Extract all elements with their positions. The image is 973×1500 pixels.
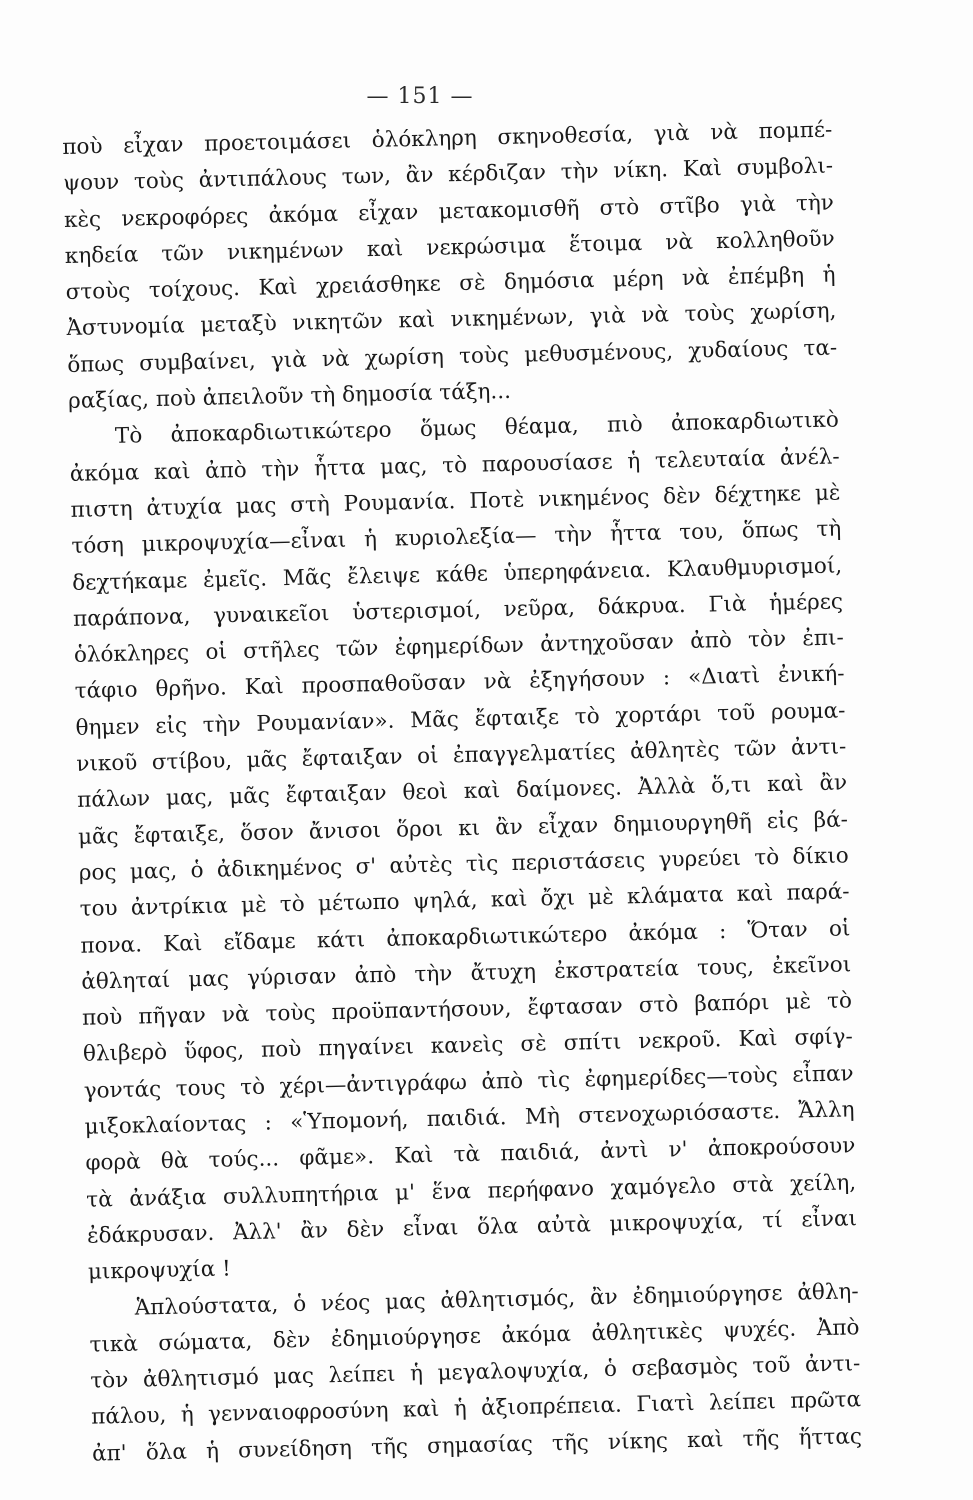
text-line: ποὺ εἶχαν προετοιμάσει ὁλόκληρη σκηνοθεσία, γιὰ νὰ πομπέ- <box>62 117 833 160</box>
text-line: πιστη ἀτυχία μας στὴ Ρουμανία. Ποτὲ νικημένος δὲν δέχτηκε μὲ <box>70 480 841 523</box>
text-line: ραξίας, ποὺ ἀπειλοῦν τὴ δημοσία τάξη... <box>67 378 512 415</box>
text-line: τὰ ἀνάξια συλλυπητήρια μ' ἕνα περήφανο χαμόγελο στὰ χείλη, <box>85 1169 857 1213</box>
text-line: θημεν εἰς τὴν Ρουμανίαν». Μᾶς ἔφταιξε τὸ χορτάρι τοῦ ρουμα- <box>75 698 846 741</box>
text-line: ἀκόμα καὶ ἀπὸ τὴν ἧττα μας, τὸ παρουσίασε ἡ τελευταία ἀνέλ- <box>69 444 840 487</box>
text-line: ρος μας, ὁ ἀδικημένος σ' αὐτὲς τὶς περιστάσεις γυρεύει τὸ δίκιο <box>78 843 849 886</box>
text-line: Ἁπλούστατα, ὁ νέος μας ἀθλητισμός, ἂν ἐδημιούργησε ἀθλη- <box>134 1278 859 1321</box>
text-line: θλιβερὸ ὕφος, ποὺ πηγαίνει κανεὶς σὲ σπίτι νεκροῦ. Καὶ σφίγ- <box>82 1024 854 1068</box>
text-line: κὲς νεκροφόρες ἀκόμα εἶχαν μετακομισθῆ στὸ στῖβο γιὰ τὴν <box>63 190 835 233</box>
text-line: κηδεία τῶν νικημένων καὶ νεκρώσιμα ἕτοιμα νὰ κολληθοῦν <box>64 226 835 269</box>
text-line: πονα. Καὶ εἴδαμε κάτι ἀποκαρδιωτικώτερο ἀκόμα : Ὅταν οἱ <box>80 915 851 959</box>
text-line: ὅπως συμβαίνει, γιὰ νὰ χωρίση τοὺς μεθυσμένους, χυδαίους τα- <box>67 335 838 378</box>
body-text <box>62 113 862 1473</box>
text-line: γοντάς τους τὸ χέρι—ἀντιγράφω ἀπὸ τὶς ἐφημερίδες—τοὺς εἶπαν <box>83 1061 854 1104</box>
text-line: ἀπ' ὅλα ἡ συνείδηση τῆς σημασίας τῆς νίκης καὶ τῆς ἥττας <box>91 1423 863 1467</box>
text-line: ψουν τοὺς ἀντιπάλους των, ἂν κέρδιζαν τὴν νίκη. Καὶ συμβολι- <box>62 153 834 197</box>
text-line: ἀθληταί μας γύρισαν ἀπὸ τὴν ἄτυχη ἐκστρατεία τους, ἐκεῖνοι <box>81 952 852 995</box>
text-line: μᾶς ἔφταιξε, ὅσον ἄνισοι ὅροι κι ἂν εἶχαν δημιουργηθῆ εἰς βά- <box>77 806 849 850</box>
text-line: τόση μικροψυχία—εἶναι ἡ κυριολεξία— τὴν ἧττα του, ὅπως τὴ <box>71 516 842 560</box>
text-line: τικὰ σώματα, δὲν ἐδημιούργησε ἀκόμα ἀθλητικὲς ψυχές. Ἀπὸ <box>89 1315 860 1358</box>
text-line: τὸν ἀθλητισμό μας λείπει ἡ μεγαλοψυχία, ὁ σεβασμὸς τοῦ ἀντι- <box>90 1351 861 1394</box>
text-line: παράπονα, γυναικεῖοι ὑστερισμοί, νεῦρα, δάκρυα. Γιὰ ἡμέρες <box>72 589 844 632</box>
text-line: Τὸ ἀποκαρδιωτικώτερο ὅμως θέαμα, πιὸ ἀποκαρδιωτικὸ <box>114 407 840 450</box>
text-line: πάλων μας, μᾶς ἔφταιξαν θεοὶ καὶ δαίμονες. Ἀλλὰ ὅ,τι καὶ ἂν <box>76 770 848 814</box>
page-number: — 151 — <box>366 84 474 109</box>
text-line: ποὺ πῆγαν νὰ τοὺς προϋπαντήσουν, ἔφτασαν στὸ βαπόρι μὲ τὸ <box>81 988 853 1031</box>
text-line: δεχτήκαμε ἐμεῖς. Μᾶς ἔλειψε κάθε ὑπερηφάνεια. Κλαυθμυρισμοί, <box>71 552 843 596</box>
text-line: του ἀντρίκια μὲ τὸ μέτωπο ψηλά, καὶ ὄχι μὲ κλάματα καὶ παρά- <box>79 879 850 923</box>
text-line: μιξοκλαίοντας : «Ὑπομονή, παιδιά. Μὴ στενοχωριόσαστε. Ἄλλη <box>84 1097 855 1140</box>
text-line: ἐδάκρυσαν. Ἀλλ' ἂν δὲν εἶναι ὅλα αὐτὰ μικροψυχία, τί εἶναι <box>86 1206 858 1249</box>
text-line: ὁλόκληρες οἱ στῆλες τῶν ἐφημερίδων ἀντηχοῦσαν ἀπὸ τὸν ἐπι- <box>73 625 845 669</box>
text-line: πάλου, ἡ γενναιοφροσύνη καὶ ἡ ἀξιοπρέπεια. Γιατὶ λείπει πρῶτα <box>90 1387 862 1431</box>
text-line: νικοῦ στίβου, μᾶς ἔφταιξαν οἱ ἐπαγγελματίες ἀθλητὲς τῶν ἀντι- <box>76 734 847 777</box>
text-line: στοὺς τοίχους. Καὶ χρειάσθηκε σὲ δημόσια μέρη νὰ ἐπέμβη ἡ <box>65 262 836 306</box>
text-line: μικροψυχία ! <box>87 1256 231 1285</box>
text-line: τάφιο θρῆνο. Καὶ προσπαθοῦσαν νὰ ἐξηγήσουν : «Διατὶ ἐνική- <box>74 661 845 705</box>
text-line: Ἀστυνομία μεταξὺ νικητῶν καὶ νικημένων, γιὰ νὰ τοὺς χωρίση, <box>66 298 837 342</box>
text-line: φορὰ θὰ τούς... φᾶμε». Καὶ τὰ παιδιά, ἀντὶ ν' ἀποκρούσουν <box>85 1133 856 1177</box>
